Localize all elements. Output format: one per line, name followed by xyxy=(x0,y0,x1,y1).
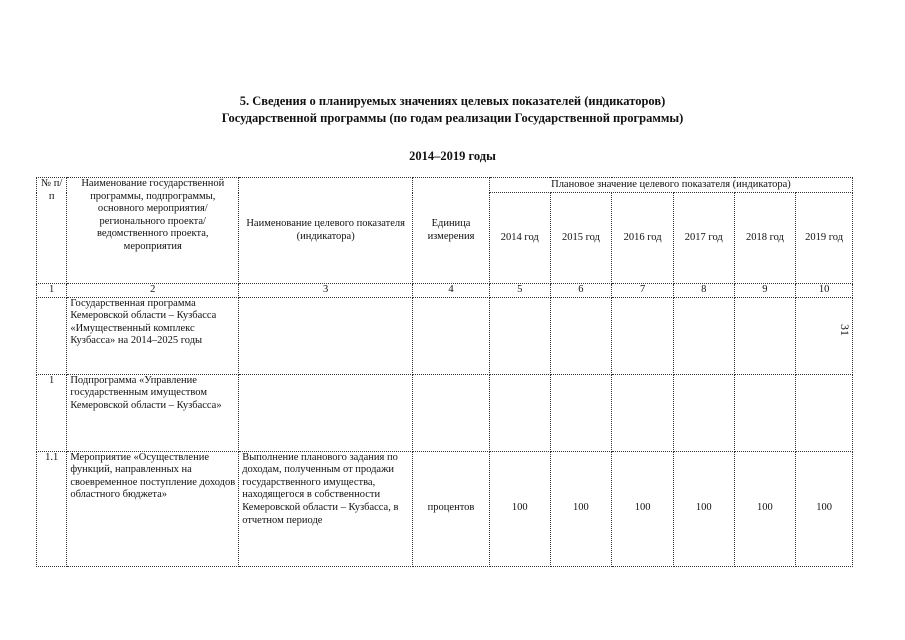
row-value xyxy=(550,297,612,374)
row-num: 1.1 xyxy=(37,451,67,566)
table-row xyxy=(37,297,853,374)
row-name: Государственная программа Кемеровской области – Кузбасса «Имущественный комплекс Кузбасса» на 2014–2025 годы xyxy=(67,297,239,374)
row-name: Мероприятие «Осуществление функций, направленных на своевременное поступление доходов областного бюджета» xyxy=(67,451,239,566)
column-number: 1 xyxy=(37,284,67,298)
row-value xyxy=(612,297,674,374)
row-value: 100 xyxy=(796,451,853,566)
row-value: 100 xyxy=(489,451,550,566)
column-number: 9 xyxy=(734,284,796,298)
row-name: Подпрограмма «Управление государственным имуществом Кемеровской области – Кузбасса» xyxy=(67,374,239,451)
header-name: Наименование государственной программы, подпрограммы, основного мероприятия/ регионального проекта/ ведомственного проекта, мероприятия xyxy=(67,178,239,284)
header-indicator: Наименование целевого показателя (индикатора) xyxy=(239,178,413,284)
row-value xyxy=(734,297,796,374)
row-value xyxy=(550,374,612,451)
document-title-line-2: Государственной программы (по годам реализации Государственной программы) xyxy=(221,111,684,125)
column-number: 6 xyxy=(550,284,612,298)
table-row xyxy=(37,451,853,566)
row-unit xyxy=(413,297,490,374)
page-number: 31 xyxy=(838,324,852,336)
document-title-line-1: 5. Сведения о планируемых значениях целевых показателей (индикаторов) xyxy=(239,94,666,108)
column-number: 7 xyxy=(612,284,674,298)
header-year: 2014 год xyxy=(489,193,550,284)
header-year: 2018 год xyxy=(734,193,796,284)
row-indicator xyxy=(239,297,413,374)
column-number: 8 xyxy=(673,284,734,298)
header-year: 2016 год xyxy=(612,193,674,284)
row-value xyxy=(796,297,853,374)
header-num: № п/п xyxy=(37,178,67,284)
column-number: 2 xyxy=(67,284,239,298)
row-value xyxy=(734,374,796,451)
row-value xyxy=(673,374,734,451)
column-number: 4 xyxy=(413,284,490,298)
row-value xyxy=(489,374,550,451)
row-value xyxy=(673,297,734,374)
row-value xyxy=(796,374,853,451)
table-row xyxy=(37,374,853,451)
indicators-table xyxy=(36,177,853,567)
row-indicator: Выполнение планового задания по доходам, полученным от продажи государственного имущества, находящегося в собственности Кемеровской области – Кузбасса, в отчетном периоде xyxy=(239,451,413,566)
header-year: 2019 год xyxy=(796,193,853,284)
column-number: 5 xyxy=(489,284,550,298)
row-num: 1 xyxy=(37,374,67,451)
header-row-top xyxy=(37,178,853,193)
header-unit: Единица измерения xyxy=(413,178,490,284)
row-unit: процентов xyxy=(413,451,490,566)
row-value xyxy=(612,374,674,451)
row-indicator xyxy=(239,374,413,451)
column-numbers-row xyxy=(37,284,853,298)
header-planned-value: Плановое значение целевого показателя (индикатора) xyxy=(489,178,852,193)
header-year: 2017 год xyxy=(673,193,734,284)
row-num xyxy=(37,297,67,374)
row-value: 100 xyxy=(612,451,674,566)
row-value: 100 xyxy=(550,451,612,566)
column-number: 10 xyxy=(796,284,853,298)
column-number: 3 xyxy=(239,284,413,298)
row-value xyxy=(489,297,550,374)
row-value: 100 xyxy=(734,451,796,566)
years-range: 2014–2019 годы xyxy=(409,149,496,163)
row-unit xyxy=(413,374,490,451)
row-value: 100 xyxy=(673,451,734,566)
header-year: 2015 год xyxy=(550,193,612,284)
